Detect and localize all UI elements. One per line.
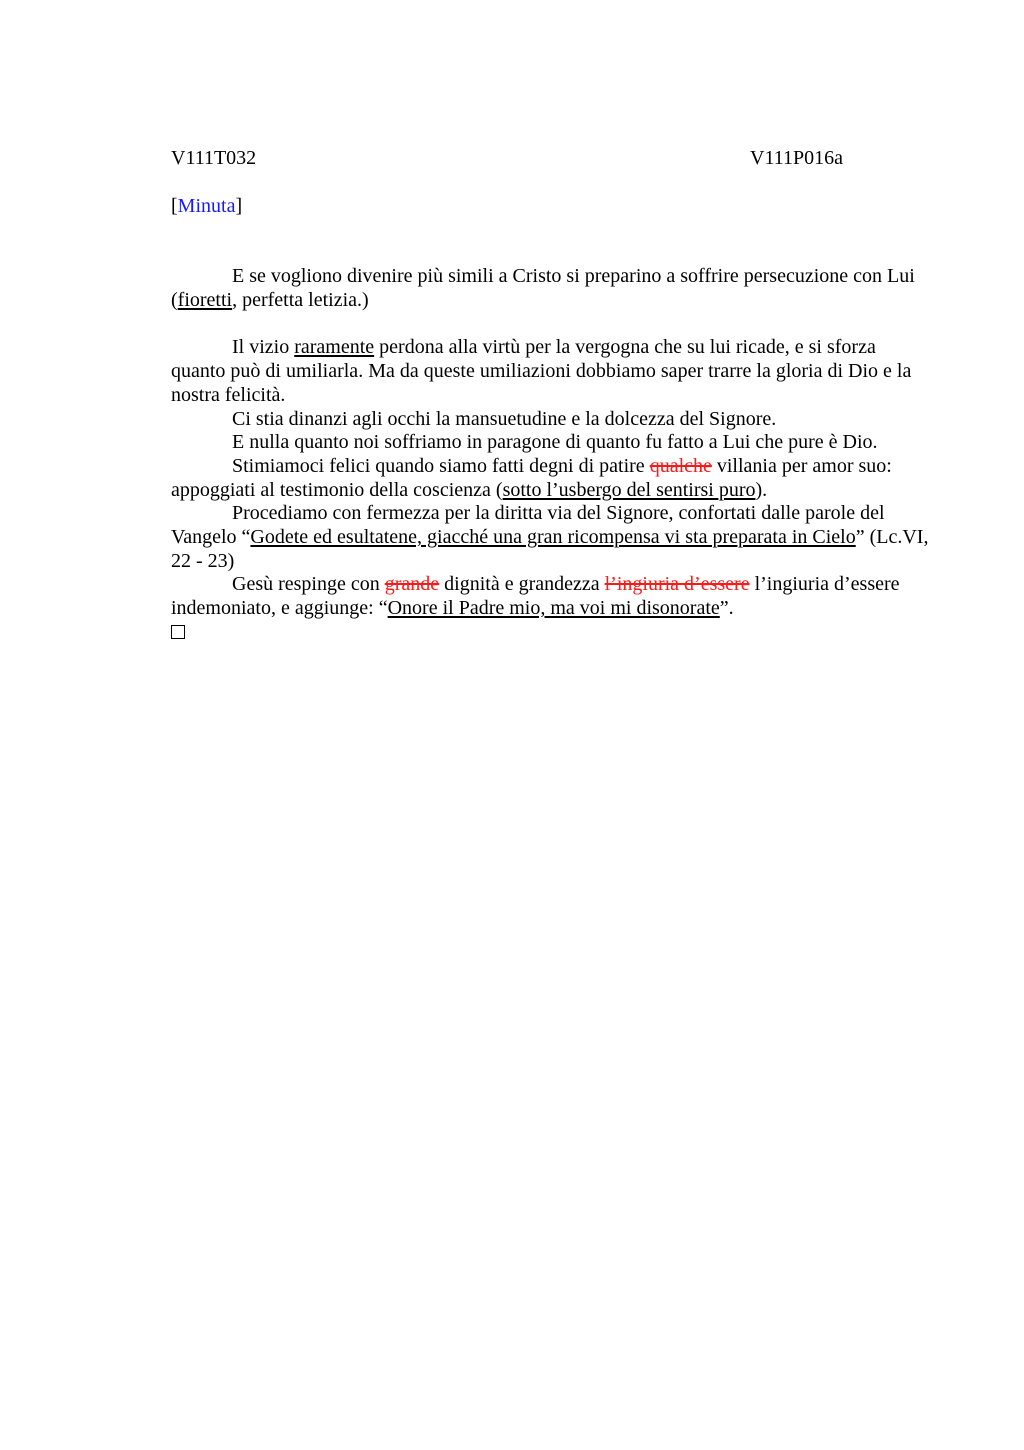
paragraph-5-text-a: Stimiamoci felici quando siamo fatti degni di patire (232, 454, 650, 477)
paragraph-2-text-b: perdona alla virtù per la vergogna che su lui ricade, e si sforza quanto può di umiliarla. Ma da queste umiliazioni dobbiamo saper trarre la gloria di Dio e la nostra felicità. (171, 336, 912, 406)
paragraph-5 (171, 455, 931, 502)
paragraph-6-text-b: ” (Lc.VI, 22 - 23) (171, 526, 929, 572)
paragraph-2 (171, 336, 931, 407)
paragraph-5-underlined: sotto l’usbergo del sentirsi puro (502, 478, 756, 501)
minuta-close-bracket: ] (235, 195, 243, 217)
paragraph-7-underlined-quote: Onore il Padre mio, ma voi mi disonorate (387, 597, 720, 620)
paragraph-7-text-a: Gesù respinge con (232, 573, 385, 596)
paragraph-5-text-c: ). (755, 478, 768, 501)
paragraph-6-text-a: Procediamo con fermezza per la diritta via del Signore, confortati dalle parole del Vangelo “ (171, 502, 885, 549)
document-body (171, 265, 931, 639)
paragraph-7-deleted-phrase: l’ingiuria d’essere (604, 573, 750, 596)
paragraph-1 (171, 265, 931, 312)
paragraph-1-underlined: fioretti (177, 288, 233, 311)
minuta-label (171, 193, 931, 219)
paragraph-7-text-b: dignità e grandezza (439, 573, 605, 596)
paragraph-3-text: Ci stia dinanzi agli occhi la mansuetudine e la dolcezza del Signore. (232, 407, 777, 430)
minuta-open-bracket: [ (171, 195, 178, 217)
paragraph-7-text-d: ”. (719, 597, 734, 620)
paragraph-1-text-a: E se vogliono divenire più simili a Cristo si preparino a soffrire persecuzione con Lui ( (171, 265, 915, 311)
document-code-left: V111T032 (171, 147, 257, 169)
paragraph-3 (171, 408, 931, 432)
document-header (171, 145, 931, 171)
minuta-link[interactable]: Minuta (177, 195, 236, 217)
paragraph-2-underlined: raramente (294, 336, 375, 359)
paragraph-4-text: E nulla quanto noi soffriamo in paragone di quanto fu fatto a Lui che pure è Dio. (232, 431, 878, 454)
paragraph-2-text-a: Il vizio (232, 336, 295, 359)
paragraph-5-text-b: villania per amor suo: appoggiati al testimonio della coscienza ( (171, 454, 892, 501)
empty-square-icon (171, 625, 185, 639)
document-code-right: V111P016a (750, 147, 843, 169)
paragraph-6 (171, 502, 931, 573)
paragraph-4 (171, 431, 931, 455)
paragraph-5-deleted-word: qualche (649, 454, 712, 477)
paragraph-7 (171, 573, 931, 620)
paragraph-1-text-b: , perfetta letizia.) (232, 288, 369, 311)
document-page (171, 145, 931, 639)
paragraph-7-text-c: l’ingiuria d’essere indemoniato, e aggiunge: “ (171, 573, 900, 620)
paragraph-6-underlined-quote: Godete ed esultatene, giacché una gran ricompensa vi sta preparata in Cielo (250, 526, 856, 549)
paragraph-7-deleted-word-1: grande (384, 573, 440, 596)
